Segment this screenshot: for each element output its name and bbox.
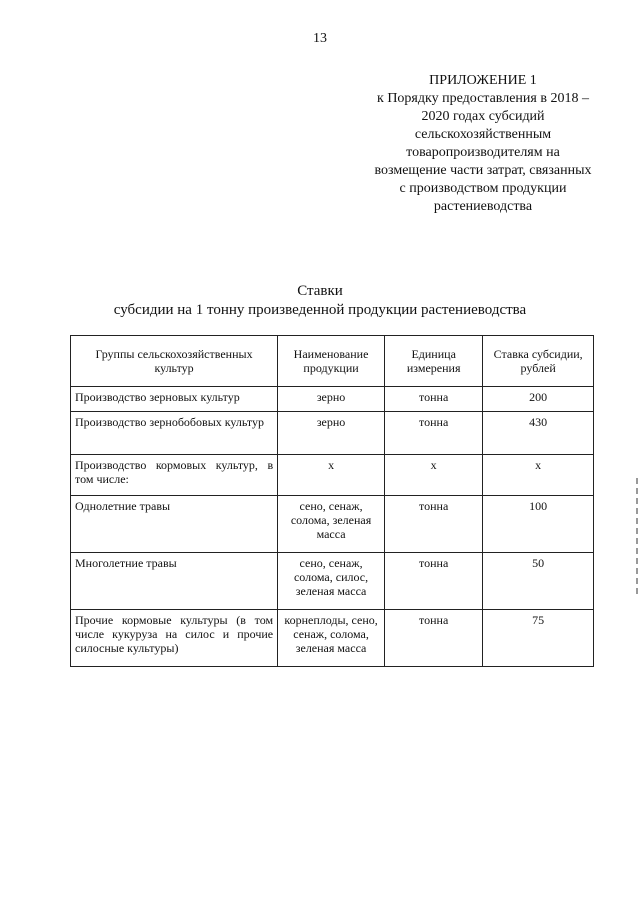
title-line-2: субсидии на 1 тонну произведенной продукции растениеводства — [113, 302, 527, 318]
cell-crop-group: Однолетние травы — [71, 496, 278, 553]
appendix-line: сельскохозяйственным — [414, 127, 552, 142]
header-crop-group: Группы сельскохозяйственных культур — [71, 336, 278, 387]
appendix-title: ПРИЛОЖЕНИЕ 1 — [429, 73, 537, 88]
cell-unit: тонна — [385, 412, 483, 455]
appendix-header — [352, 72, 614, 216]
page-number: 13 — [313, 31, 327, 46]
table-row — [71, 553, 594, 610]
cell-product: зерно — [278, 387, 385, 412]
document-title — [0, 282, 640, 320]
cell-rate: х — [483, 455, 594, 496]
appendix-line: 2020 годах субсидий — [421, 109, 545, 124]
cell-crop-group: Прочие кормовые культуры (в том числе кукуруза на силос и прочие силосные культуры) — [71, 610, 278, 667]
cell-product: корнеплоды, сено, сенаж, солома, зеленая масса — [278, 610, 385, 667]
scan-edge-mark — [636, 478, 638, 598]
header-unit: Единица измерения — [385, 336, 483, 387]
cell-rate: 430 — [483, 412, 594, 455]
table-row — [71, 387, 594, 412]
cell-rate: 50 — [483, 553, 594, 610]
appendix-line: к Порядку предоставления в 2018 – — [377, 91, 589, 106]
cell-unit: х — [385, 455, 483, 496]
title-line-1: Ставки — [297, 283, 343, 299]
header-rate: Ставка субсидии, рублей — [483, 336, 594, 387]
cell-crop-group: Многолетние травы — [71, 553, 278, 610]
cell-unit: тонна — [385, 387, 483, 412]
cell-crop-group: Производство зернобобовых культур — [71, 412, 278, 455]
table-row — [71, 455, 594, 496]
table-header-row — [71, 336, 594, 387]
cell-product: сено, сенаж, солома, зеленая масса — [278, 496, 385, 553]
appendix-line: с производством продукции — [399, 181, 567, 196]
appendix-line: возмещение части затрат, связанных — [374, 163, 592, 178]
cell-rate: 75 — [483, 610, 594, 667]
appendix-line: растениеводства — [433, 199, 533, 214]
cell-product: сено, сенаж, солома, силос, зеленая масса — [278, 553, 385, 610]
table-row — [71, 496, 594, 553]
cell-product: зерно — [278, 412, 385, 455]
cell-unit: тонна — [385, 496, 483, 553]
cell-unit: тонна — [385, 610, 483, 667]
header-product-name: Наименование продукции — [278, 336, 385, 387]
cell-rate: 200 — [483, 387, 594, 412]
subsidy-rates-table — [70, 335, 594, 667]
cell-product: х — [278, 455, 385, 496]
cell-crop-group: Производство зерновых культур — [71, 387, 278, 412]
appendix-line: товаропроизводителям на — [406, 145, 560, 160]
table-row — [71, 412, 594, 455]
table-row — [71, 610, 594, 667]
cell-crop-group: Производство кормовых культур, в том числе: — [71, 455, 278, 496]
cell-unit: тонна — [385, 553, 483, 610]
cell-rate: 100 — [483, 496, 594, 553]
